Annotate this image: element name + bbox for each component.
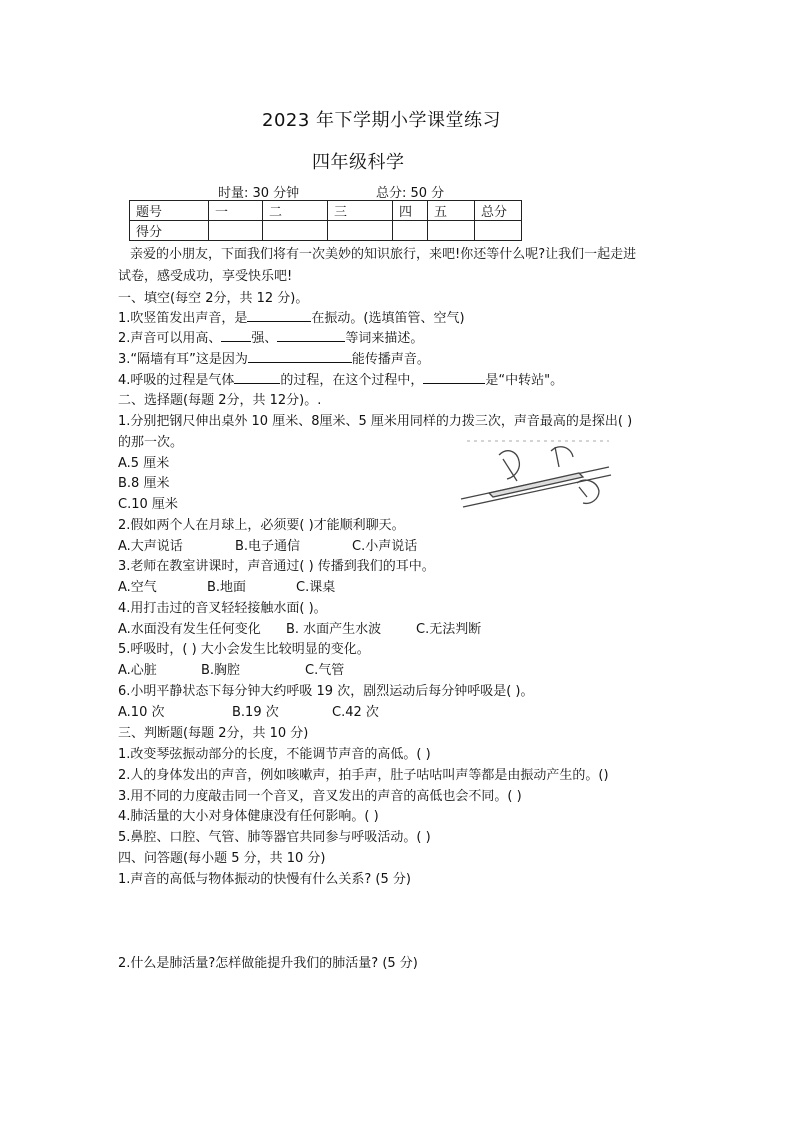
score-input-cell[interactable]	[393, 221, 428, 241]
question-text: 是“中转站"。	[485, 373, 564, 388]
answer-blank[interactable]	[247, 309, 311, 322]
answer-option[interactable]: B.电子通信	[235, 539, 301, 554]
score-input-cell[interactable]	[263, 221, 328, 241]
score-input-cell[interactable]	[475, 221, 522, 241]
question-text: 的那一次。	[118, 435, 184, 450]
question-text: 3.老师在教室讲课时，声音通过( ) 传播到我们的耳中。	[118, 559, 435, 574]
answer-option[interactable]: C.课桌	[296, 580, 336, 595]
answer-option[interactable]: B.地面	[207, 580, 247, 595]
section-heading: 四、问答题(每小题 5 分，共 10 分)	[118, 851, 326, 866]
answer-area[interactable]	[118, 894, 678, 944]
judgement-question: 4.肺活量的大小对身体健康没有任何影响。( )	[118, 809, 379, 824]
answer-option[interactable]: C.气管	[305, 663, 345, 678]
answer-option[interactable]: A.心脏	[118, 663, 157, 678]
answer-option[interactable]: C.10 厘米	[118, 497, 178, 512]
question-text: 的过程，在这个过程中，	[280, 373, 424, 388]
score-input-cell[interactable]	[428, 221, 475, 241]
question-text: 1.分别把钢尺伸出桌外 10 厘米、8厘米、5 厘米用同样的力拨三次，声音最高的是探出( )	[118, 414, 633, 429]
question-text: 2.声音可以用高、	[118, 331, 222, 346]
question	[118, 350, 430, 369]
question-text: 强、	[251, 331, 278, 346]
table-cell: 总分	[475, 201, 522, 221]
option-row	[118, 662, 344, 680]
judgement-question: 2.人的身体发出的声音，例如咳嗽声，拍手声，肚子咕咕叫声等都是由振动产生的。()	[118, 768, 609, 783]
score-input-cell[interactable]	[209, 221, 263, 241]
table-cell: 五	[428, 201, 475, 221]
answer-option[interactable]: A.10 次	[118, 705, 165, 720]
answer-blank[interactable]	[234, 371, 280, 384]
table-row	[130, 221, 522, 241]
total-score: 总分: 50 分	[376, 186, 445, 201]
answer-area[interactable]	[118, 978, 678, 1038]
section-heading: 二、选择题(每题 2分，共 12分)。.	[118, 393, 322, 408]
answer-option[interactable]: B.8 厘米	[118, 476, 170, 491]
section-heading: 三、判断题(每题 2分，共 10 分)	[118, 726, 309, 741]
essay-question: 1.声音的高低与物体振动的快慢有什么关系? (5 分)	[118, 872, 411, 887]
question-text: 在振动。(选填笛管、空气)	[311, 311, 465, 326]
table-cell: 得分	[130, 221, 209, 241]
page-subtitle: 四年级科学	[312, 152, 405, 173]
answer-blank[interactable]	[221, 329, 251, 342]
judgement-question: 5.鼻腔、口腔、气管、肺等器官共同参与呼吸活动。( )	[118, 830, 431, 845]
page-title: 2023 年下学期小学课堂练习	[262, 110, 502, 131]
answer-option[interactable]: C.小声说话	[352, 539, 418, 554]
time-limit: 时量: 30 分钟	[218, 186, 300, 201]
answer-option[interactable]: C.42 次	[332, 705, 379, 720]
question-text: 4.呼吸的过程是气体	[118, 373, 235, 388]
intro-line: 试卷，感受成功，享受快乐吧!	[118, 269, 293, 284]
answer-option[interactable]: A.空气	[118, 580, 157, 595]
answer-blank[interactable]	[277, 329, 345, 342]
question-text: 2.假如两个人在月球上，必须要( )才能顺利聊天。	[118, 518, 405, 533]
answer-option[interactable]: A.5 厘米	[118, 456, 170, 471]
question-text: 4.用打击过的音叉轻轻接触水面( )。	[118, 601, 327, 616]
question-text: 能传播声音。	[351, 352, 430, 367]
table-cell: 四	[393, 201, 428, 221]
answer-option[interactable]: A.水面没有发生任何变化	[118, 622, 261, 637]
answer-option[interactable]: B.胸腔	[201, 663, 241, 678]
table-cell: 三	[328, 201, 393, 221]
question-text: 等词来描述。	[345, 331, 424, 346]
question-text: 5.呼吸时，( ) 大小会发生比较明显的变化。	[118, 642, 370, 657]
table-cell: 二	[263, 201, 328, 221]
judgement-question: 3.用不同的力度敲击同一个音叉，音叉发出的声音的高低也会不同。( )	[118, 789, 522, 804]
question	[118, 329, 423, 348]
question-text: 6.小明平静状态下每分钟大约呼吸 19 次，剧烈运动后每分钟呼吸是( )。	[118, 684, 534, 699]
question	[118, 309, 465, 328]
option-row	[118, 579, 335, 597]
answer-blank[interactable]	[248, 350, 352, 363]
score-table	[129, 200, 522, 241]
table-cell: 题号	[130, 201, 209, 221]
option-row	[118, 621, 481, 639]
essay-question: 2.什么是肺活量?怎样做能提升我们的肺活量? (5 分)	[118, 956, 418, 971]
table-row	[130, 201, 522, 221]
answer-option[interactable]: B.19 次	[232, 705, 279, 720]
answer-blank[interactable]	[423, 371, 485, 384]
answer-option[interactable]: B. 水面产生水波	[286, 622, 382, 637]
score-input-cell[interactable]	[328, 221, 393, 241]
question	[118, 371, 563, 390]
answer-option[interactable]: C.无法判断	[416, 622, 482, 637]
question-text: 3.“隔墙有耳”这是因为	[118, 352, 248, 367]
option-row	[118, 538, 417, 556]
intro-line: 亲爱的小朋友，下面我们将有一次美妙的知识旅行，来吧!你还等什么呢?让我们一起走进	[130, 247, 637, 262]
ruler-illustration	[459, 437, 613, 515]
answer-option[interactable]: A.大声说话	[118, 539, 183, 554]
question-text: 1.吹竖笛发出声音，是	[118, 311, 248, 326]
table-cell: 一	[209, 201, 263, 221]
section-heading: 一、填空(每空 2分，共 12 分)。	[118, 291, 309, 306]
judgement-question: 1.改变琴弦振动部分的长度，不能调节声音的高低。( )	[118, 747, 431, 762]
option-row	[118, 704, 379, 722]
